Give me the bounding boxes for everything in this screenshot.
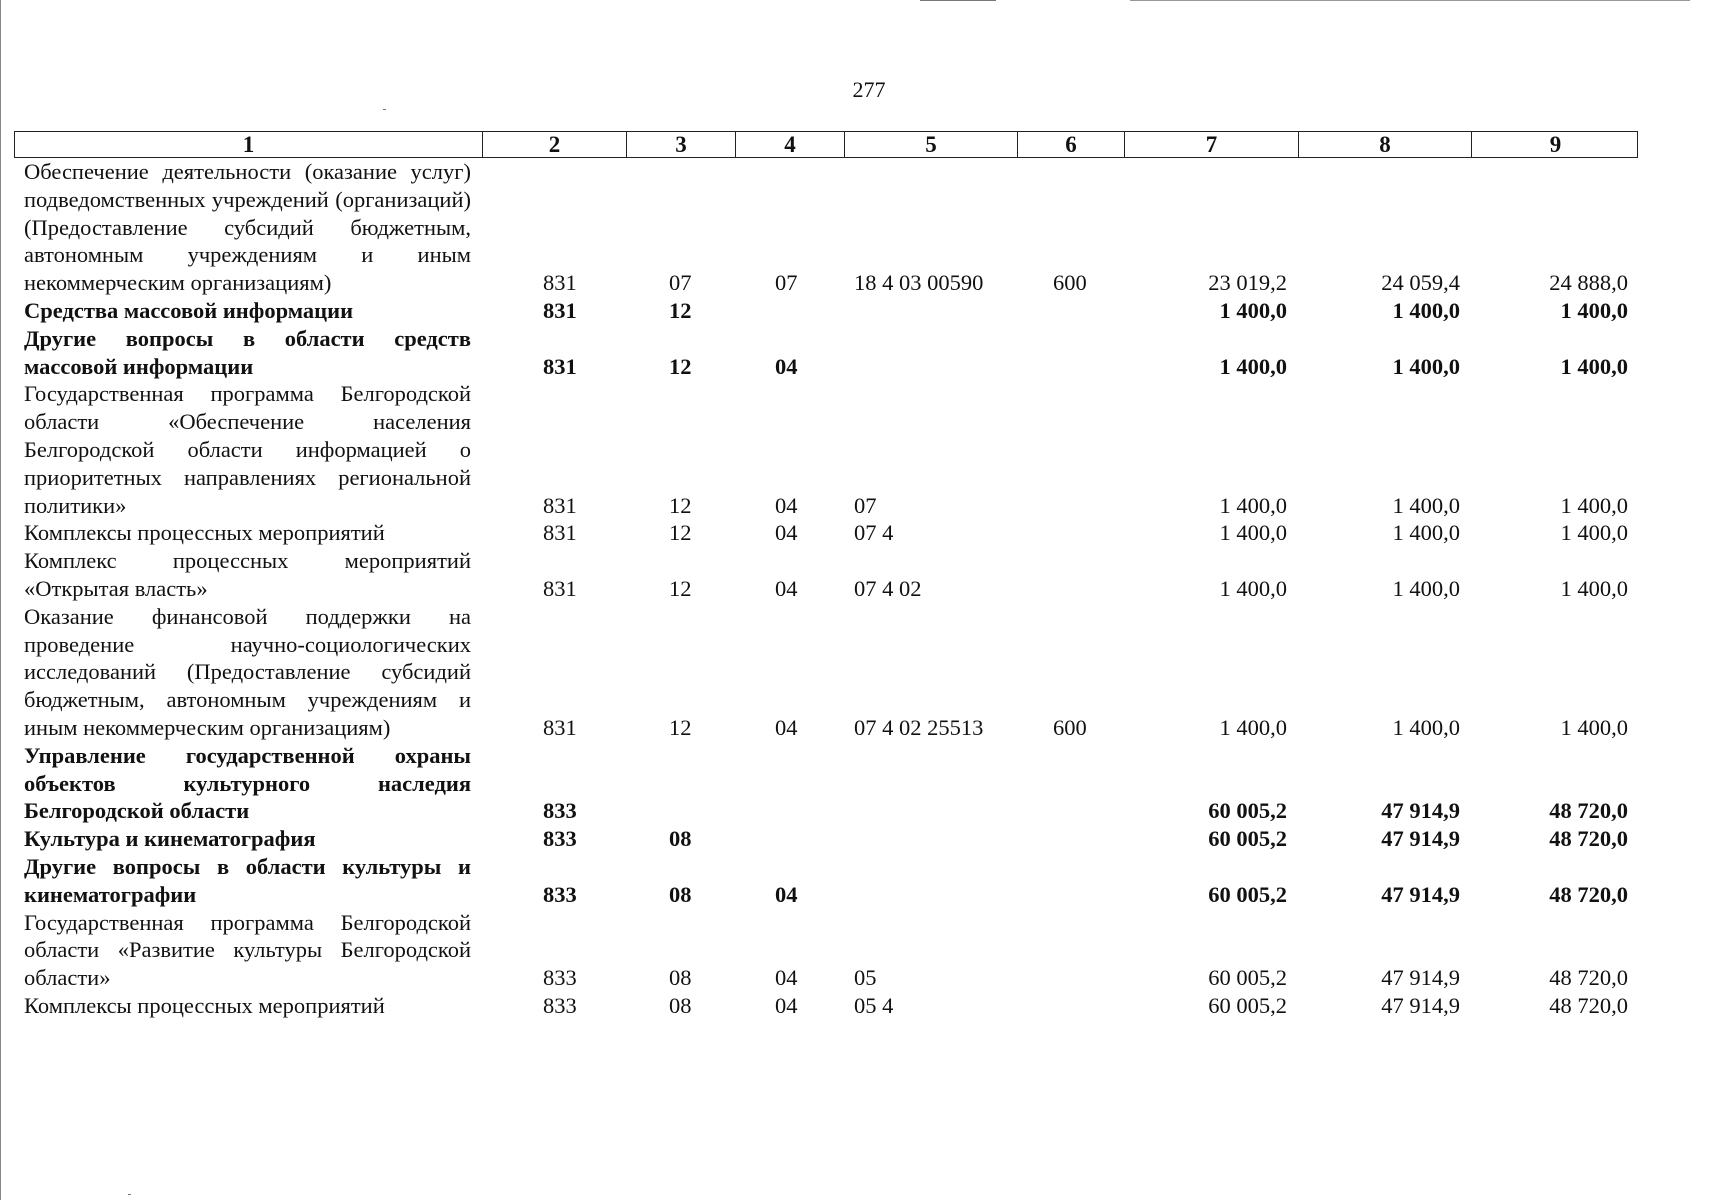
- rzpr-code-cell: 831: [543, 353, 577, 379]
- amount-year1-cell: 60 005,2: [1208, 992, 1287, 1018]
- row-name-cell: Средства массовой информации: [24, 297, 354, 323]
- row-name-cell: Комплекс процессных мероприятий «Открытая власть»: [24, 548, 471, 601]
- row-name-cell: Государственная программа Белгородской области «Обеспечение населения Белгородской области информацией о приоритетных направлениях региональной политики»: [24, 381, 471, 518]
- rzpr-code-cell: 833: [543, 826, 577, 852]
- amount-year2-cell: 47 914,9: [1381, 965, 1460, 991]
- column-header: 9: [1471, 132, 1639, 157]
- table-header-row: [14, 131, 1638, 158]
- subsection-cell: 04: [775, 965, 798, 991]
- budget-table: [14, 131, 1638, 1020]
- page-number: 277: [852, 77, 886, 102]
- section-cell: 07: [669, 270, 692, 296]
- amount-year2-cell: 1 400,0: [1392, 297, 1460, 323]
- table-row: [14, 158, 1638, 297]
- target-article-cell: 07 4 02 25513: [854, 714, 984, 740]
- subsection-cell: 04: [775, 992, 798, 1018]
- amount-year3-cell: 1 400,0: [1560, 353, 1628, 379]
- table-body: [14, 158, 1638, 1020]
- target-article-cell: 07: [854, 492, 877, 518]
- column-header: 8: [1298, 132, 1471, 157]
- amount-year2-cell: 47 914,9: [1381, 992, 1460, 1018]
- amount-year3-cell: 1 400,0: [1560, 520, 1628, 546]
- section-cell: 12: [669, 520, 692, 546]
- table-row: [14, 603, 1638, 742]
- row-name-cell: Комплексы процессных мероприятий: [24, 992, 385, 1018]
- amount-year1-cell: 60 005,2: [1208, 881, 1287, 907]
- scan-edge-line: [0, 0, 1, 1200]
- subsection-cell: 07: [775, 270, 798, 296]
- amount-year1-cell: 1 400,0: [1219, 520, 1287, 546]
- scan-speck: [383, 109, 386, 110]
- column-header: 3: [626, 132, 735, 157]
- table-row: [14, 297, 1638, 325]
- amount-year3-cell: 1 400,0: [1560, 714, 1628, 740]
- section-cell: 12: [669, 297, 692, 323]
- section-cell: 08: [669, 881, 692, 907]
- rzpr-code-cell: 833: [543, 992, 577, 1018]
- row-name-cell: Управление государственной охраны объектов культурного наследия Белгородской области: [24, 742, 471, 824]
- row-name-cell: Обеспечение деятельности (оказание услуг) подведомственных учреждений (организаций) (Предоставление субсидий бюджетным, автономным учреждениям и иным некоммерческим организациям): [24, 159, 471, 296]
- amount-year2-cell: 24 059,4: [1381, 270, 1460, 296]
- amount-year3-cell: 48 720,0: [1549, 992, 1628, 1018]
- table-row: [14, 325, 1638, 381]
- scan-top-mark: [920, 0, 996, 1]
- table-row: [14, 519, 1638, 547]
- target-article-cell: 07 4: [854, 520, 894, 546]
- expense-type-cell: 600: [1053, 714, 1087, 740]
- amount-year2-cell: 1 400,0: [1392, 575, 1460, 601]
- section-cell: 08: [669, 826, 692, 852]
- amount-year1-cell: 1 400,0: [1219, 492, 1287, 518]
- amount-year3-cell: 48 720,0: [1549, 798, 1628, 824]
- amount-year1-cell: 1 400,0: [1219, 714, 1287, 740]
- amount-year3-cell: 24 888,0: [1549, 270, 1628, 296]
- rzpr-code-cell: 831: [543, 714, 577, 740]
- table-row: [14, 992, 1638, 1020]
- table-row: [14, 547, 1638, 603]
- scan-speck: [128, 1194, 131, 1195]
- rzpr-code-cell: 833: [543, 881, 577, 907]
- table-row: [14, 742, 1638, 825]
- rzpr-code-cell: 831: [543, 520, 577, 546]
- section-cell: 12: [669, 714, 692, 740]
- row-name-cell: Государственная программа Белгородской области «Развитие культуры Белгородской области»: [24, 909, 471, 991]
- amount-year2-cell: 1 400,0: [1392, 714, 1460, 740]
- subsection-cell: 04: [775, 575, 798, 601]
- amount-year3-cell: 1 400,0: [1560, 492, 1628, 518]
- row-name-cell: Комплексы процессных мероприятий: [24, 520, 385, 546]
- amount-year2-cell: 1 400,0: [1392, 520, 1460, 546]
- section-cell: 08: [669, 965, 692, 991]
- table-row: [14, 853, 1638, 909]
- section-cell: 12: [669, 353, 692, 379]
- amount-year2-cell: 47 914,9: [1381, 826, 1460, 852]
- amount-year2-cell: 1 400,0: [1392, 492, 1460, 518]
- column-header: 5: [844, 132, 1017, 157]
- expense-type-cell: 600: [1053, 270, 1087, 296]
- amount-year1-cell: 60 005,2: [1208, 965, 1287, 991]
- subsection-cell: 04: [775, 881, 798, 907]
- rzpr-code-cell: 831: [543, 297, 577, 323]
- subsection-cell: 04: [775, 520, 798, 546]
- column-header: 4: [735, 132, 844, 157]
- amount-year2-cell: 47 914,9: [1381, 798, 1460, 824]
- table-row: [14, 825, 1638, 853]
- amount-year1-cell: 1 400,0: [1219, 353, 1287, 379]
- column-header: 6: [1017, 132, 1124, 157]
- amount-year3-cell: 48 720,0: [1549, 826, 1628, 852]
- target-article-cell: 05 4: [854, 992, 894, 1018]
- rzpr-code-cell: 831: [543, 270, 577, 296]
- section-cell: 12: [669, 492, 692, 518]
- column-header: 2: [482, 132, 626, 157]
- target-article-cell: 07 4 02: [854, 575, 922, 601]
- rzpr-code-cell: 831: [543, 492, 577, 518]
- amount-year1-cell: 1 400,0: [1219, 575, 1287, 601]
- row-name-cell: Культура и кинематография: [24, 826, 316, 852]
- amount-year3-cell: 1 400,0: [1560, 297, 1628, 323]
- amount-year1-cell: 1 400,0: [1219, 297, 1287, 323]
- column-header: 1: [242, 132, 255, 157]
- amount-year3-cell: 1 400,0: [1560, 575, 1628, 601]
- target-article-cell: 05: [854, 965, 877, 991]
- rzpr-code-cell: 833: [543, 798, 577, 824]
- table-row: [14, 380, 1638, 519]
- subsection-cell: 04: [775, 353, 798, 379]
- rzpr-code-cell: 833: [543, 965, 577, 991]
- amount-year1-cell: 23 019,2: [1208, 270, 1287, 296]
- row-name-cell: Другие вопросы в области средств массовой информации: [24, 325, 471, 379]
- amount-year2-cell: 47 914,9: [1381, 881, 1460, 907]
- row-name-cell: Другие вопросы в области культуры и кинематографии: [24, 853, 471, 907]
- rzpr-code-cell: 831: [543, 575, 577, 601]
- amount-year3-cell: 48 720,0: [1549, 965, 1628, 991]
- amount-year1-cell: 60 005,2: [1208, 798, 1287, 824]
- amount-year1-cell: 60 005,2: [1208, 826, 1287, 852]
- subsection-cell: 04: [775, 492, 798, 518]
- section-cell: 08: [669, 992, 692, 1018]
- subsection-cell: 04: [775, 714, 798, 740]
- amount-year2-cell: 1 400,0: [1392, 353, 1460, 379]
- column-header: 7: [1124, 132, 1298, 157]
- scan-top-mark: [1130, 0, 1690, 1]
- table-row: [14, 909, 1638, 992]
- target-article-cell: 18 4 03 00590: [854, 270, 984, 296]
- amount-year3-cell: 48 720,0: [1549, 881, 1628, 907]
- section-cell: 12: [669, 575, 692, 601]
- row-name-cell: Оказание финансовой поддержки на проведение научно-социологических исследований (Предоставление субсидий бюджетным, автономным учреждениям и иным некоммерческим организациям): [24, 603, 471, 740]
